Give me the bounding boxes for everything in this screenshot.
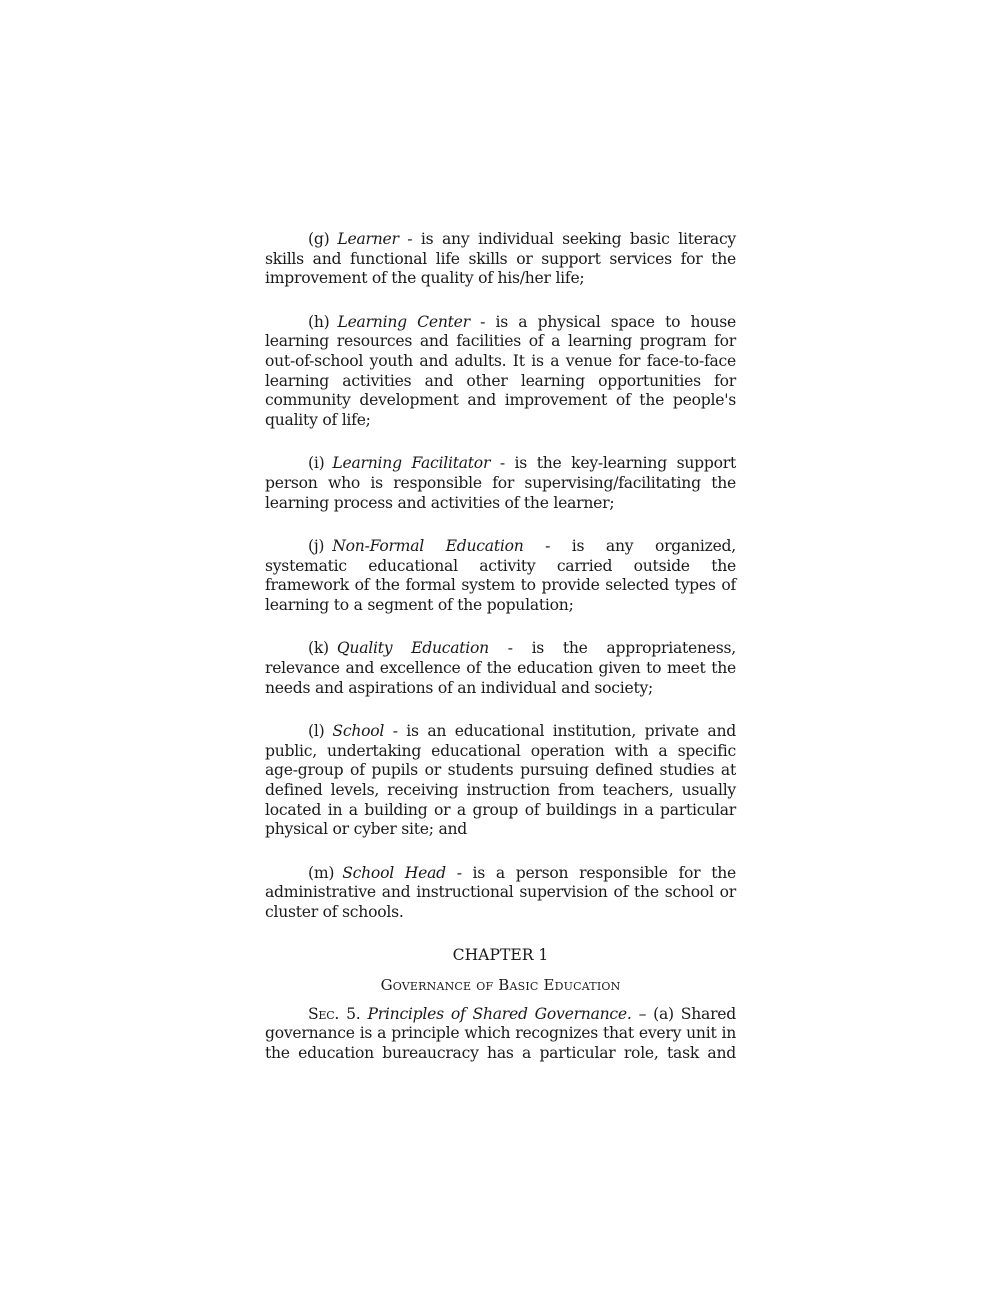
definition-term: Non-Formal Education bbox=[332, 536, 524, 555]
definition-term: School bbox=[332, 721, 385, 740]
definition-text: - is any organized, systematic educational activity carried outside the framework of the formal system to provide selected types of learning to a segment of the population; bbox=[265, 536, 736, 615]
definition-text: - is a physical space to house learning resources and facilities of a learning program for out-of-school youth and adults. It is a venue for face-to-face learning activities and other learning opportunities for community development and improvement of the people's quality of life; bbox=[265, 312, 737, 430]
definition-text: - is the key-learning support person who is responsible for supervising/facilitating the learning process and activities of the learner; bbox=[265, 454, 736, 512]
definition-term: Learning Center bbox=[337, 312, 470, 331]
chapter-subtitle: Governance of Basic Education bbox=[380, 975, 621, 994]
chapter-title: CHAPTER 1 bbox=[452, 946, 549, 965]
definition-h bbox=[265, 313, 736, 431]
definition-j bbox=[265, 537, 736, 616]
definition-term: Learning Facilitator bbox=[332, 454, 491, 473]
definition-label: (g) bbox=[308, 230, 330, 248]
text-column bbox=[265, 230, 736, 1064]
definition-text: - is a person responsible for the administrative and instructional supervision of the school or cluster of schools. bbox=[265, 863, 736, 921]
definition-term: Quality Education bbox=[336, 639, 489, 658]
definition-label: (h) bbox=[308, 312, 330, 331]
definition-l bbox=[265, 722, 736, 840]
definition-term: Learner bbox=[337, 230, 399, 248]
section-number: Sec. 5. bbox=[308, 1004, 361, 1023]
definition-text: - is any individual seeking basic literacy skills and functional life skills or support services for the improvement of the quality of his/her life; bbox=[265, 230, 736, 288]
section-text: – (a) Shared governance is a principle which recognizes that every unit in the education bureaucracy has a particular role, task and bbox=[265, 1004, 736, 1062]
definition-label: (l) bbox=[308, 721, 325, 740]
definition-label: (k) bbox=[308, 639, 329, 658]
definition-label: (m) bbox=[308, 863, 335, 882]
section-heading: Principles of Shared Governance. bbox=[367, 1004, 632, 1023]
definition-k bbox=[265, 639, 736, 698]
definition-label: (j) bbox=[308, 536, 325, 555]
section-5 bbox=[265, 1005, 736, 1064]
definition-m bbox=[265, 864, 736, 923]
definition-text: - is an educational institution, private and public, undertaking educational operation with a specific age-group of pupils or students pursuing defined studies at defined levels, receiving instruction from teachers, usually located in a building or a group of buildings in a particular physical or cyber site; and bbox=[265, 721, 736, 839]
definition-i bbox=[265, 454, 736, 513]
definition-text: - is the appropriateness, relevance and excellence of the education given to meet the needs and aspirations of an individual and society; bbox=[265, 639, 736, 697]
definition-g bbox=[265, 230, 736, 289]
definition-label: (i) bbox=[308, 454, 325, 473]
definition-term: School Head bbox=[342, 863, 446, 882]
